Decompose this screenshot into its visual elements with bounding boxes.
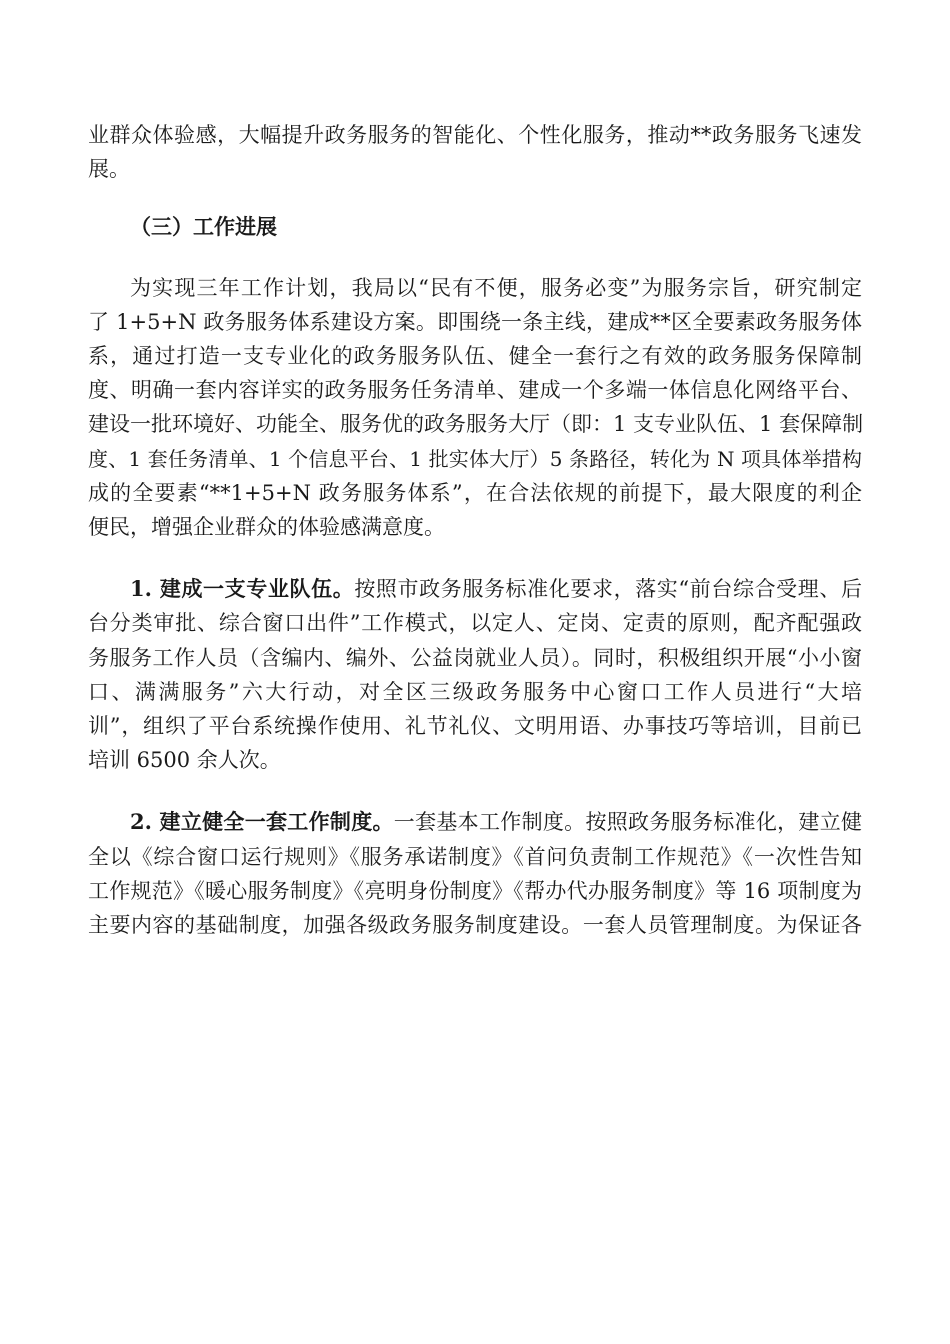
text-line <box>88 572 862 606</box>
text-line: 务服务工作人员（含编内、编外、公益岗就业人员）。同时，积极组织开展“小小窗 <box>88 645 862 670</box>
text-line <box>88 805 862 839</box>
text-line: 主要内容的基础制度，加强各级政务服务制度建设。一套人员管理制度。为保证各 <box>88 913 862 938</box>
text-line: 度、1 套任务清单、1 个信息平台、1 批实体大厅）5 条路径，转化为 N 项具体举措构 <box>88 446 862 471</box>
text-line: 系，通过打造一支专业化的政务服务队伍、健全一套行之有效的政务服务保障制 <box>88 344 862 369</box>
text-segment: 一套基本工作制度。按照政务服务标准化，建立健 <box>393 810 863 835</box>
text-line: 口、满满服务”六大行动，对全区三级政务服务中心窗口工作人员进行“大培 <box>88 679 862 704</box>
text-line: 为实现三年工作计划，我局以“民有不便，服务必变”为服务宗旨，研究制定 <box>130 275 862 300</box>
section-heading: （三）工作进展 <box>130 214 277 240</box>
text-line: 度、明确一套内容详实的政务服务任务清单、建成一个多端一体信息化网络平台、 <box>88 378 862 403</box>
text-line: 工作规范》《暖心服务制度》《亮明身份制度》《帮办代办服务制度》等 16 项制度为 <box>88 878 862 903</box>
text-line: 建设一批环境好、功能全、服务优的政务服务大厅（即：1 支专业队伍、1 套保障制 <box>88 412 864 437</box>
paragraph-continuation <box>88 118 862 186</box>
text-line: 训”，组织了平台系统操作使用、礼节礼仪、文明用语、办事技巧等培训，目前已 <box>88 714 862 739</box>
paragraph-lead-heading: 1. 建成一支专业队伍。 <box>130 576 355 602</box>
text-segment: 按照市政务服务标准化要求，落实“前台综合受理、后 <box>354 577 863 602</box>
text-line: 培训 6500 余人次。 <box>88 748 281 773</box>
text-line: 了 1+5+N 政务服务体系建设方案。即围绕一条主线，建成**区全要素政务服务体 <box>88 309 862 334</box>
document-page <box>88 118 862 942</box>
text-line: 台分类审批、综合窗口出件”工作模式，以定人、定岗、定责的原则，配齐配强政 <box>88 611 862 636</box>
text-line: 成的全要素“**1+5+N 政务服务体系”，在合法依规的前提下，最大限度的利企 <box>88 480 862 505</box>
text-line: 展。 <box>88 157 130 182</box>
paragraph-team <box>88 572 862 777</box>
paragraph-system <box>88 805 862 942</box>
text-line: 全以《综合窗口运行规则》《服务承诺制度》《首问负责制工作规范》《一次性告知 <box>88 844 862 869</box>
paragraph-progress <box>88 271 862 545</box>
text-line: 便民，增强企业群众的体验感满意度。 <box>88 515 445 540</box>
paragraph-lead-heading: 2. 建立健全一套工作制度。 <box>130 809 394 835</box>
text-line: 业群众体验感，大幅提升政务服务的智能化、个性化服务，推动**政务服务飞速发 <box>88 123 862 147</box>
